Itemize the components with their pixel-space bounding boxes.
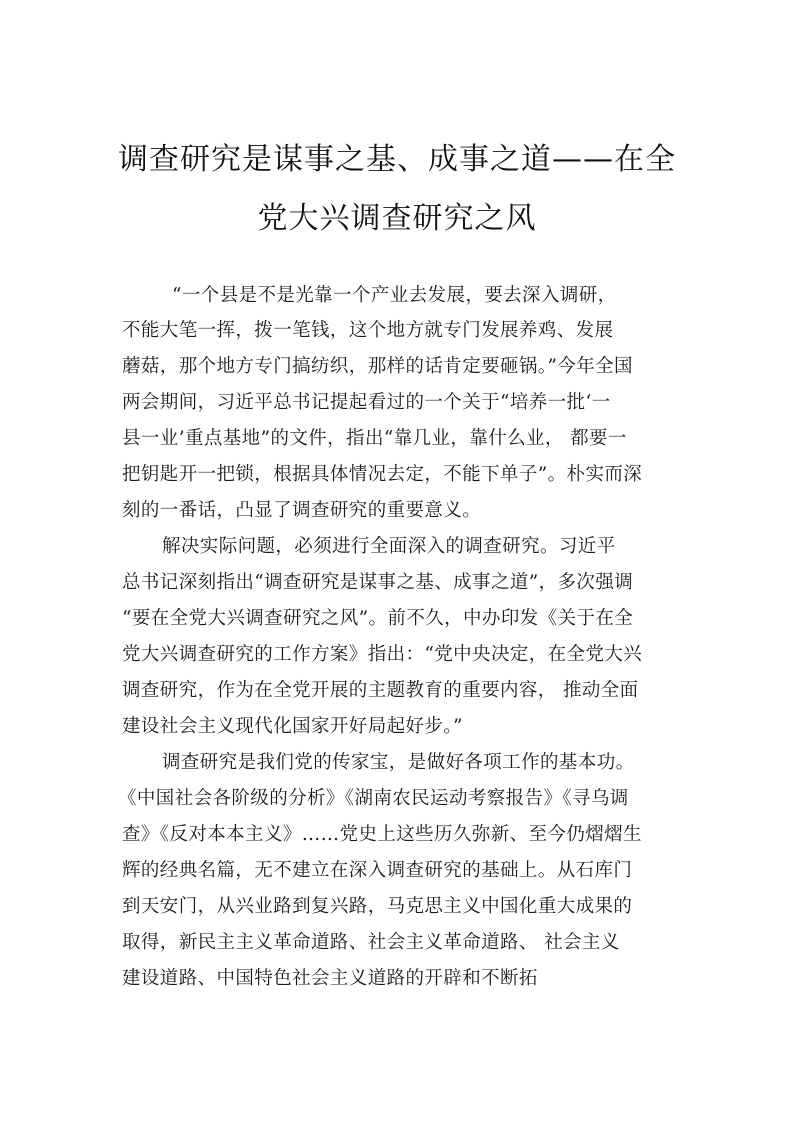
body-line: 党大兴调查研究的工作方案》指出：“党中央决定，在全党大兴: [122, 644, 643, 665]
body-line: 总书记深刻指出“调查研究是谋事之基、成事之道”，多次强调: [122, 572, 634, 593]
body-line: 不能大笔一挥，拨一笔钱，这个地方就专门发展养鸡、发展: [122, 320, 614, 341]
body-line: 县一业’重点基地”的文件，指出“靠几业，靠什么业， 都要一: [122, 428, 627, 449]
body-line: 建设道路、中国特色社会主义道路的开辟和不断拓: [122, 968, 538, 989]
body-line: 建设社会主义现代化国家开好局起好步。”: [122, 716, 463, 737]
title-line-1: 调查研究是谋事之基、成事之道——在全: [118, 142, 676, 177]
body-line: 蘑菇，那个地方专门搞纺织，那样的话肯定要砸锅。”今年全国: [122, 356, 633, 377]
body-line: 两会期间，习近平总书记提起看过的一个关于“培养一批‘一: [122, 392, 611, 413]
body-line: 查》《反对本本主义》……党史上这些历久弥新、至今仍熠熠生: [122, 824, 642, 845]
body-line: 解决实际问题，必须进行全面深入的调查研究。习近平: [162, 536, 616, 557]
body-line: 调查研究，作为在全党开展的主题教育的重要内容， 推动全面: [122, 680, 639, 701]
body-line: 把钥匙开一把锁，根据具体情况去定，不能下单子”。朴实而深: [122, 464, 643, 485]
body-line: 调查研究是我们党的传家宝，是做好各项工作的基本功。: [162, 752, 635, 773]
body-line: 到天安门，从兴业路到复兴路，马克思主义中国化重大成果的: [122, 896, 633, 917]
title-line-2: 党大兴调查研究之风: [257, 201, 537, 236]
body-line: “要在全党大兴调查研究之风”。前不久，中办印发《关于在全: [122, 608, 634, 629]
body-line: 辉的经典名篇，无不建立在深入调查研究的基础上。从石库门: [122, 860, 633, 881]
body-line: 刻的一番话，凸显了调查研究的重要意义。: [122, 500, 482, 521]
body-line: 《中国社会各阶级的分析》《湖南农民运动考察报告》《寻乌调: [118, 788, 629, 809]
body-line: “一个县是不是光靠一个产业去发展，要去深入调研，: [172, 285, 617, 306]
body-line: 取得，新民主主义革命道路、社会主义革命道路、 社会主义: [122, 932, 620, 953]
